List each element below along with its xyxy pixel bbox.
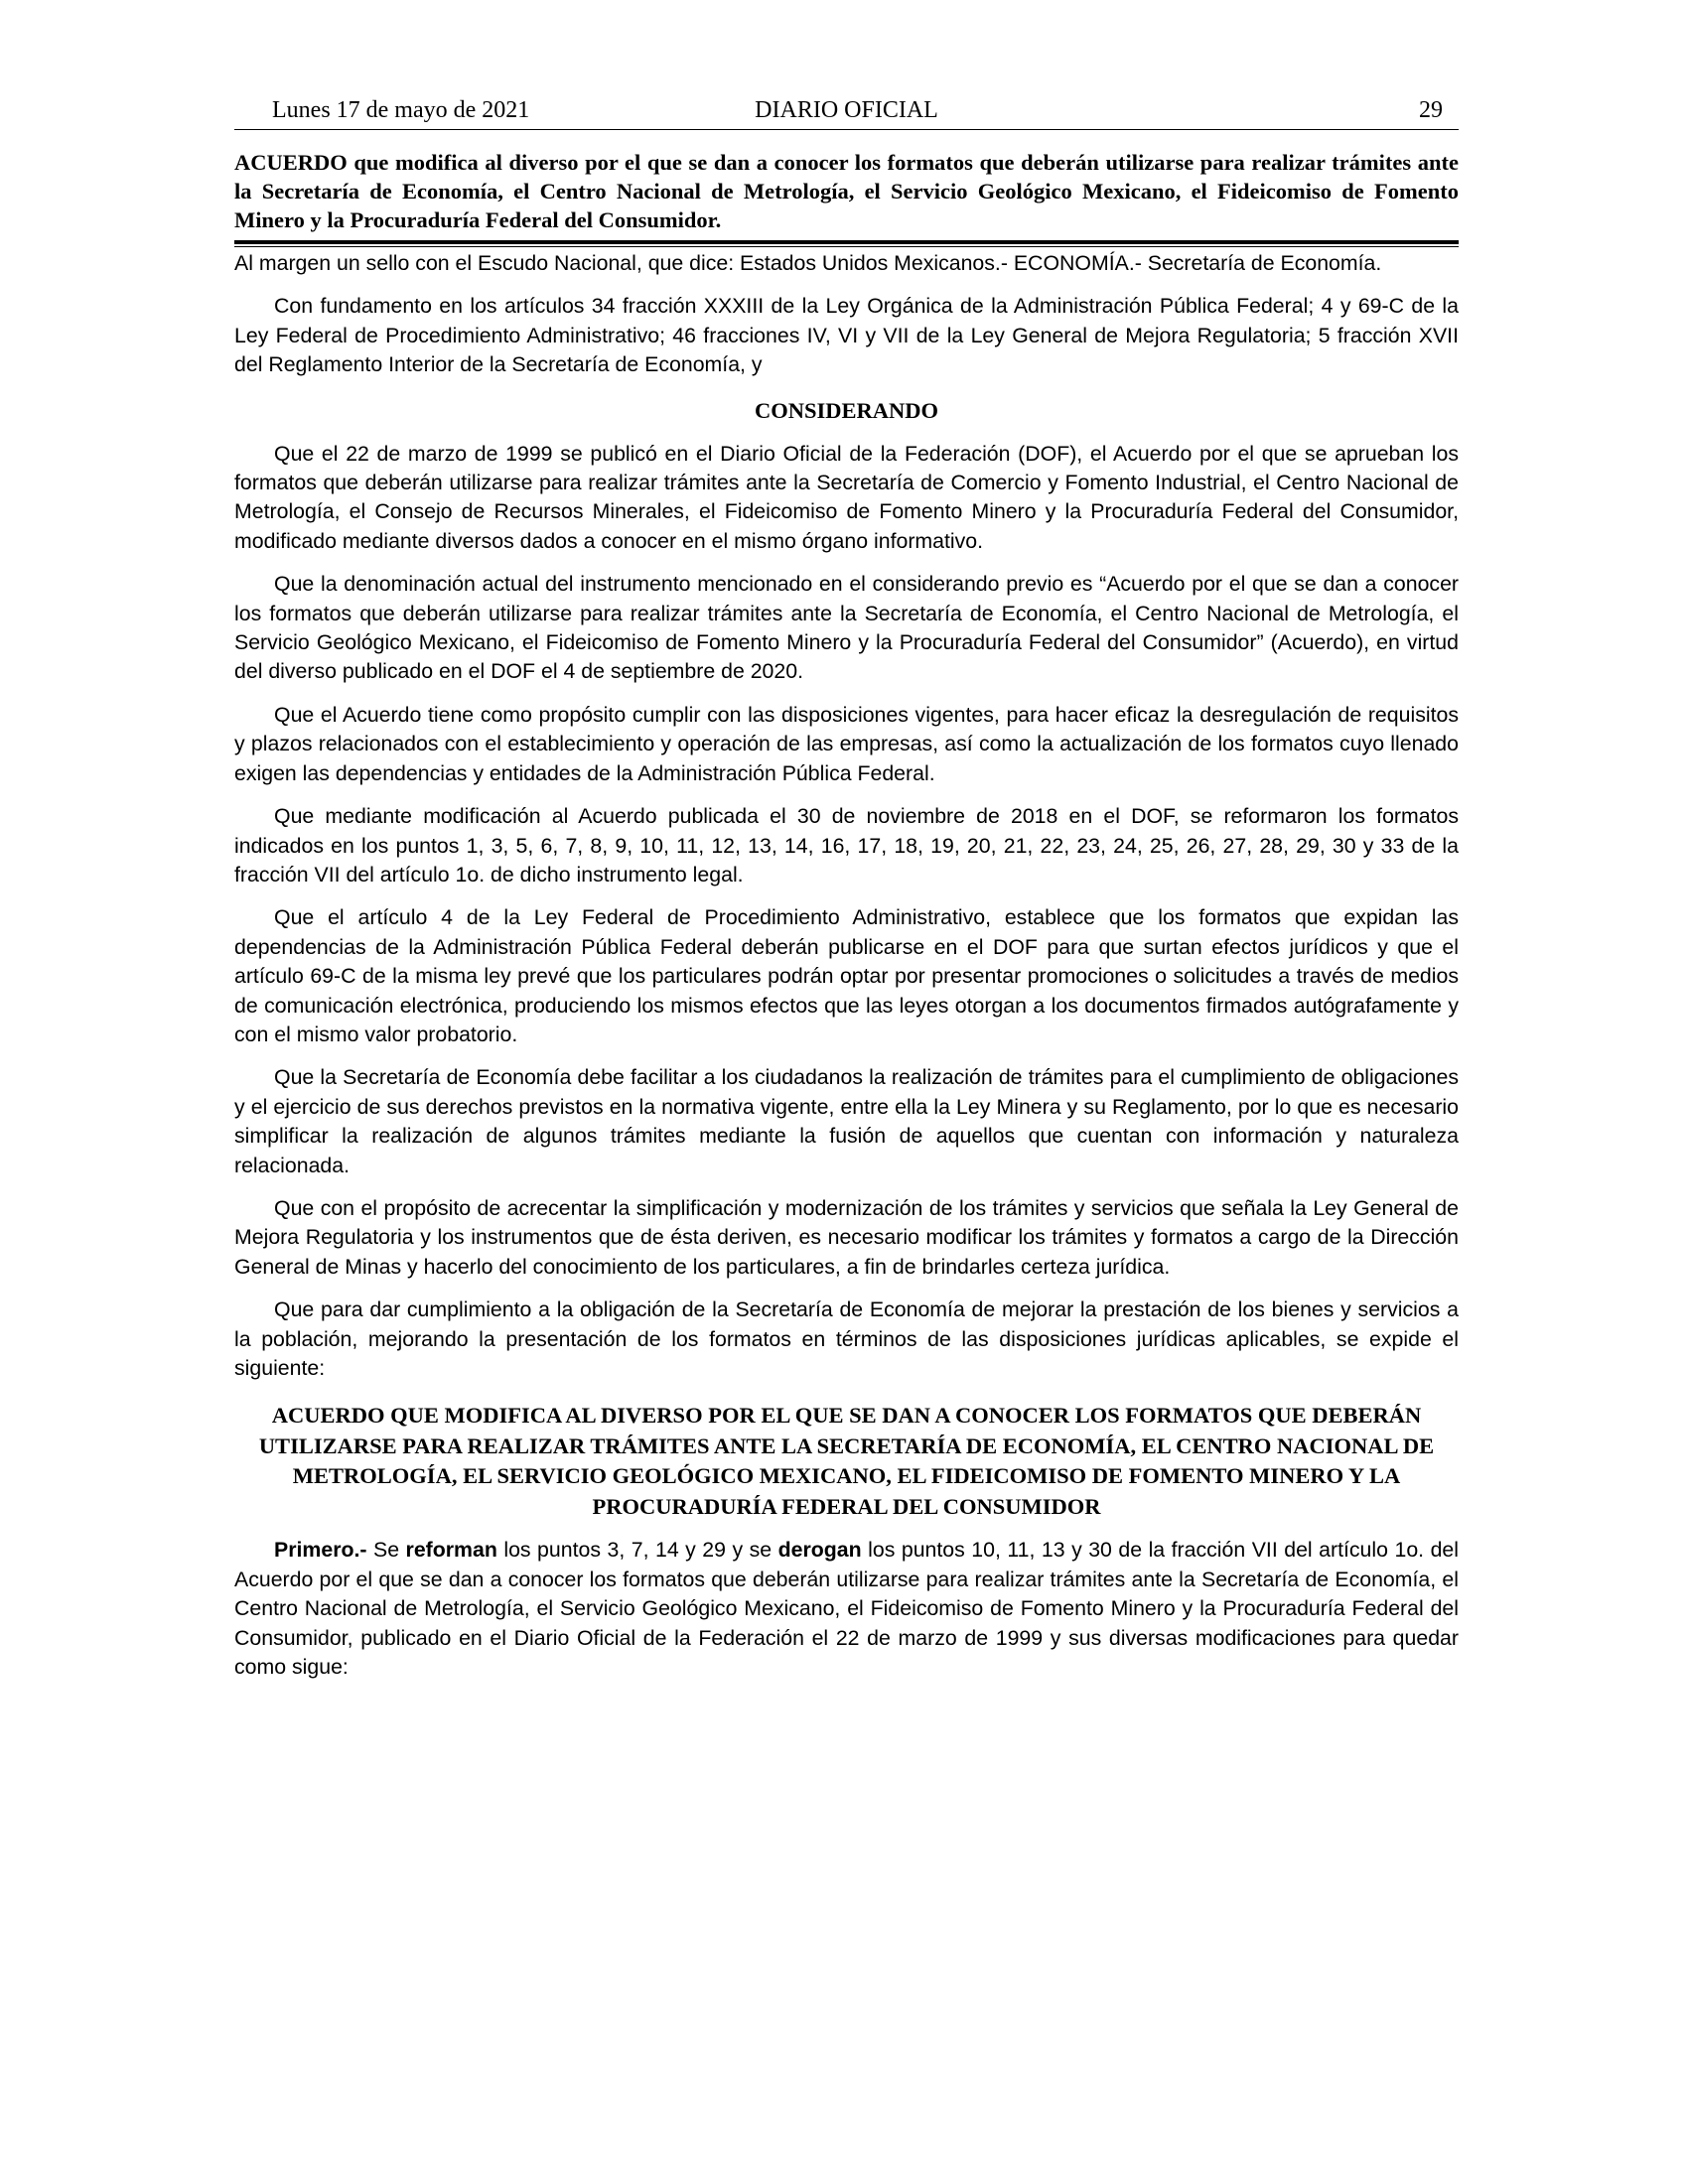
considerando-paragraph: Que con el propósito de acrecentar la simplificación y modernización de los trámites y servicios que señala la Ley General de Mejora Regulatoria y los instrumentos que de ésta deriven, es necesario modificar los trámites y formatos a cargo de la Dirección General de Minas y hacerlo del conocimiento de los particulares, a fin de brindarles certeza jurídica. — [234, 1195, 1459, 1279]
reforman-keyword: reforman — [405, 1538, 497, 1563]
considerando-paragraph: Que el artículo 4 de la Ley Federal de Procedimiento Administrativo, establece que los formatos que expidan las dependencias de la Administración Pública Federal deberán publicarse en el DOF para que surtan efectos jurídicos y que el artículo 69-C de la misma ley prevé que los particulares podrán optar por presentar promociones o solicitudes a través de medios de comunicación electrónica, produciendo los mismos efectos que las leyes otorgan a los documentos firmados autógrafamente y con el mismo valor probatorio. — [234, 905, 1459, 1046]
primero-label: Primero.- — [274, 1538, 367, 1563]
preamble-paragraph: Con fundamento en los artículos 34 fracción XXXIII de la Ley Orgánica de la Administración Pública Federal; 4 y 69-C de la Ley Federal de Procedimiento Administrativo; 46 fracciones IV, VI y VII de la Ley General de Mejora Regulatoria; 5 fracción XVII del Reglamento Interior de la Secretaría de Economía, y — [234, 294, 1459, 377]
considerando-heading: CONSIDERANDO — [754, 397, 939, 423]
primero-paragraph — [234, 1536, 1459, 1682]
considerando-paragraph: Que la denominación actual del instrumento mencionado en el considerando previo es “Acuerdo por el que se dan a conocer los formatos que deberán utilizarse para realizar trámites ante la Secretaría de Economía, el Centro Nacional de Metrología, el Servicio Geológico Mexicano, el Fideicomiso de Fomento Minero y la Procuraduría Federal del Consumidor” (Acuerdo), en virtud del diverso publicado en el DOF el 4 de septiembre de 2020. — [234, 572, 1459, 684]
considerando-paragraph: Que mediante modificación al Acuerdo publicada el 30 de noviembre de 2018 en el DOF, se reformaron los formatos indicados en los puntos 1, 3, 5, 6, 7, 8, 9, 10, 11, 12, 13, 14, 16, 17, 18, 19, 20, 21, 22, 23, 24, 25, 26, 27, 28, 29, 30 y 33 de la fracción VII del artículo 1o. de dicho instrumento legal. — [234, 804, 1459, 887]
primero-text: Se — [366, 1538, 406, 1563]
document-title: ACUERDO que modifica al diverso por el que se dan a conocer los formatos que deberán utilizarse para realizar trámites ante la Secretaría de Economía, el Centro Nacional de Metrología, el Servicio Geológico Mexicano, el Fideicomiso de Fomento Minero y la Procuraduría Federal del Consumidor. — [234, 150, 1459, 232]
header-page-number: 29 — [1419, 97, 1443, 123]
derogan-keyword: derogan — [777, 1538, 862, 1563]
considerando-paragraph: Que el 22 de marzo de 1999 se publicó en el Diario Oficial de la Federación (DOF), el Acuerdo por el que se aprueban los formatos que deberán utilizarse para realizar trámites ante la Secretaría de Comercio y Fomento Industrial, el Centro Nacional de Metrología, el Consejo de Recursos Minerales, el Fideicomiso de Fomento Minero y la Procuraduría Federal del Consumidor, modificado mediante diversos dados a conocer en el mismo órgano informativo. — [234, 441, 1459, 553]
header-date: Lunes 17 de mayo de 2021 — [272, 97, 530, 123]
considerando-paragraph: Que el Acuerdo tiene como propósito cumplir con las disposiciones vigentes, para hacer eficaz la desregulación de requisitos y plazos relacionados con el establecimiento y operación de las empresas, así como la actualización de los formatos cuyo llenado exigen las dependencias y entidades de la Administración Pública Federal. — [234, 702, 1459, 785]
margin-note: Al margen un sello con el Escudo Nacional, que dice: Estados Unidos Mexicanos.- ECONOMÍA.- Secretaría de Economía. — [234, 251, 1382, 275]
title-rule-thick — [234, 240, 1459, 244]
page-header — [234, 95, 1459, 130]
considerando-paragraph: Que la Secretaría de Economía debe facilitar a los ciudadanos la realización de trámites para el cumplimiento de obligaciones y el ejercicio de sus derechos previstos en la normativa vigente, entre ella la Ley Minera y su Reglamento, por lo que es necesario simplificar la realización de algunos trámites mediante la fusión de aquellos que cuentan con información y naturaleza relacionada. — [234, 1065, 1459, 1177]
primero-text: los puntos 3, 7, 14 y 29 y se — [496, 1538, 778, 1563]
acuerdo-heading: ACUERDO QUE MODIFICA AL DIVERSO POR EL QUE SE DAN A CONOCER LOS FORMATOS QUE DEBERÁN UTILIZARSE PARA REALIZAR TRÁMITES ANTE LA SECRETARÍA DE ECONOMÍA, EL CENTRO NACIONAL DE METROLOGÍA, EL SERVICIO GEOLÓGICO MEXICANO, EL FIDEICOMISO DE FOMENTO MINERO Y LA PROCURADURÍA FEDERAL DEL CONSUMIDOR — [258, 1403, 1435, 1519]
title-rule-thin — [234, 246, 1459, 247]
primero-text: los puntos 10, 11, 13 y 30 de la fracción VII del artículo 1o. del Acuerdo por el que se dan a conocer los formatos que deberán utilizarse para realizar trámites ante la Secretaría de Economía, el Centro Nacional de Metrología, el Servicio Geológico Mexicano, el Fideicomiso de Fomento Minero y la Procuraduría Federal del Consumidor, publicado en el Diario Oficial de la Federación el 22 de marzo de 1999 y sus diversas modificaciones para quedar como sigue: — [234, 1538, 1459, 1680]
considerando-paragraph: Que para dar cumplimiento a la obligación de la Secretaría de Economía de mejorar la prestación de los bienes y servicios a la población, mejorando la presentación de los formatos en términos de las disposiciones jurídicas aplicables, se expide el siguiente: — [234, 1297, 1459, 1380]
document-page — [234, 95, 1459, 1682]
header-publication: DIARIO OFICIAL — [755, 97, 938, 123]
